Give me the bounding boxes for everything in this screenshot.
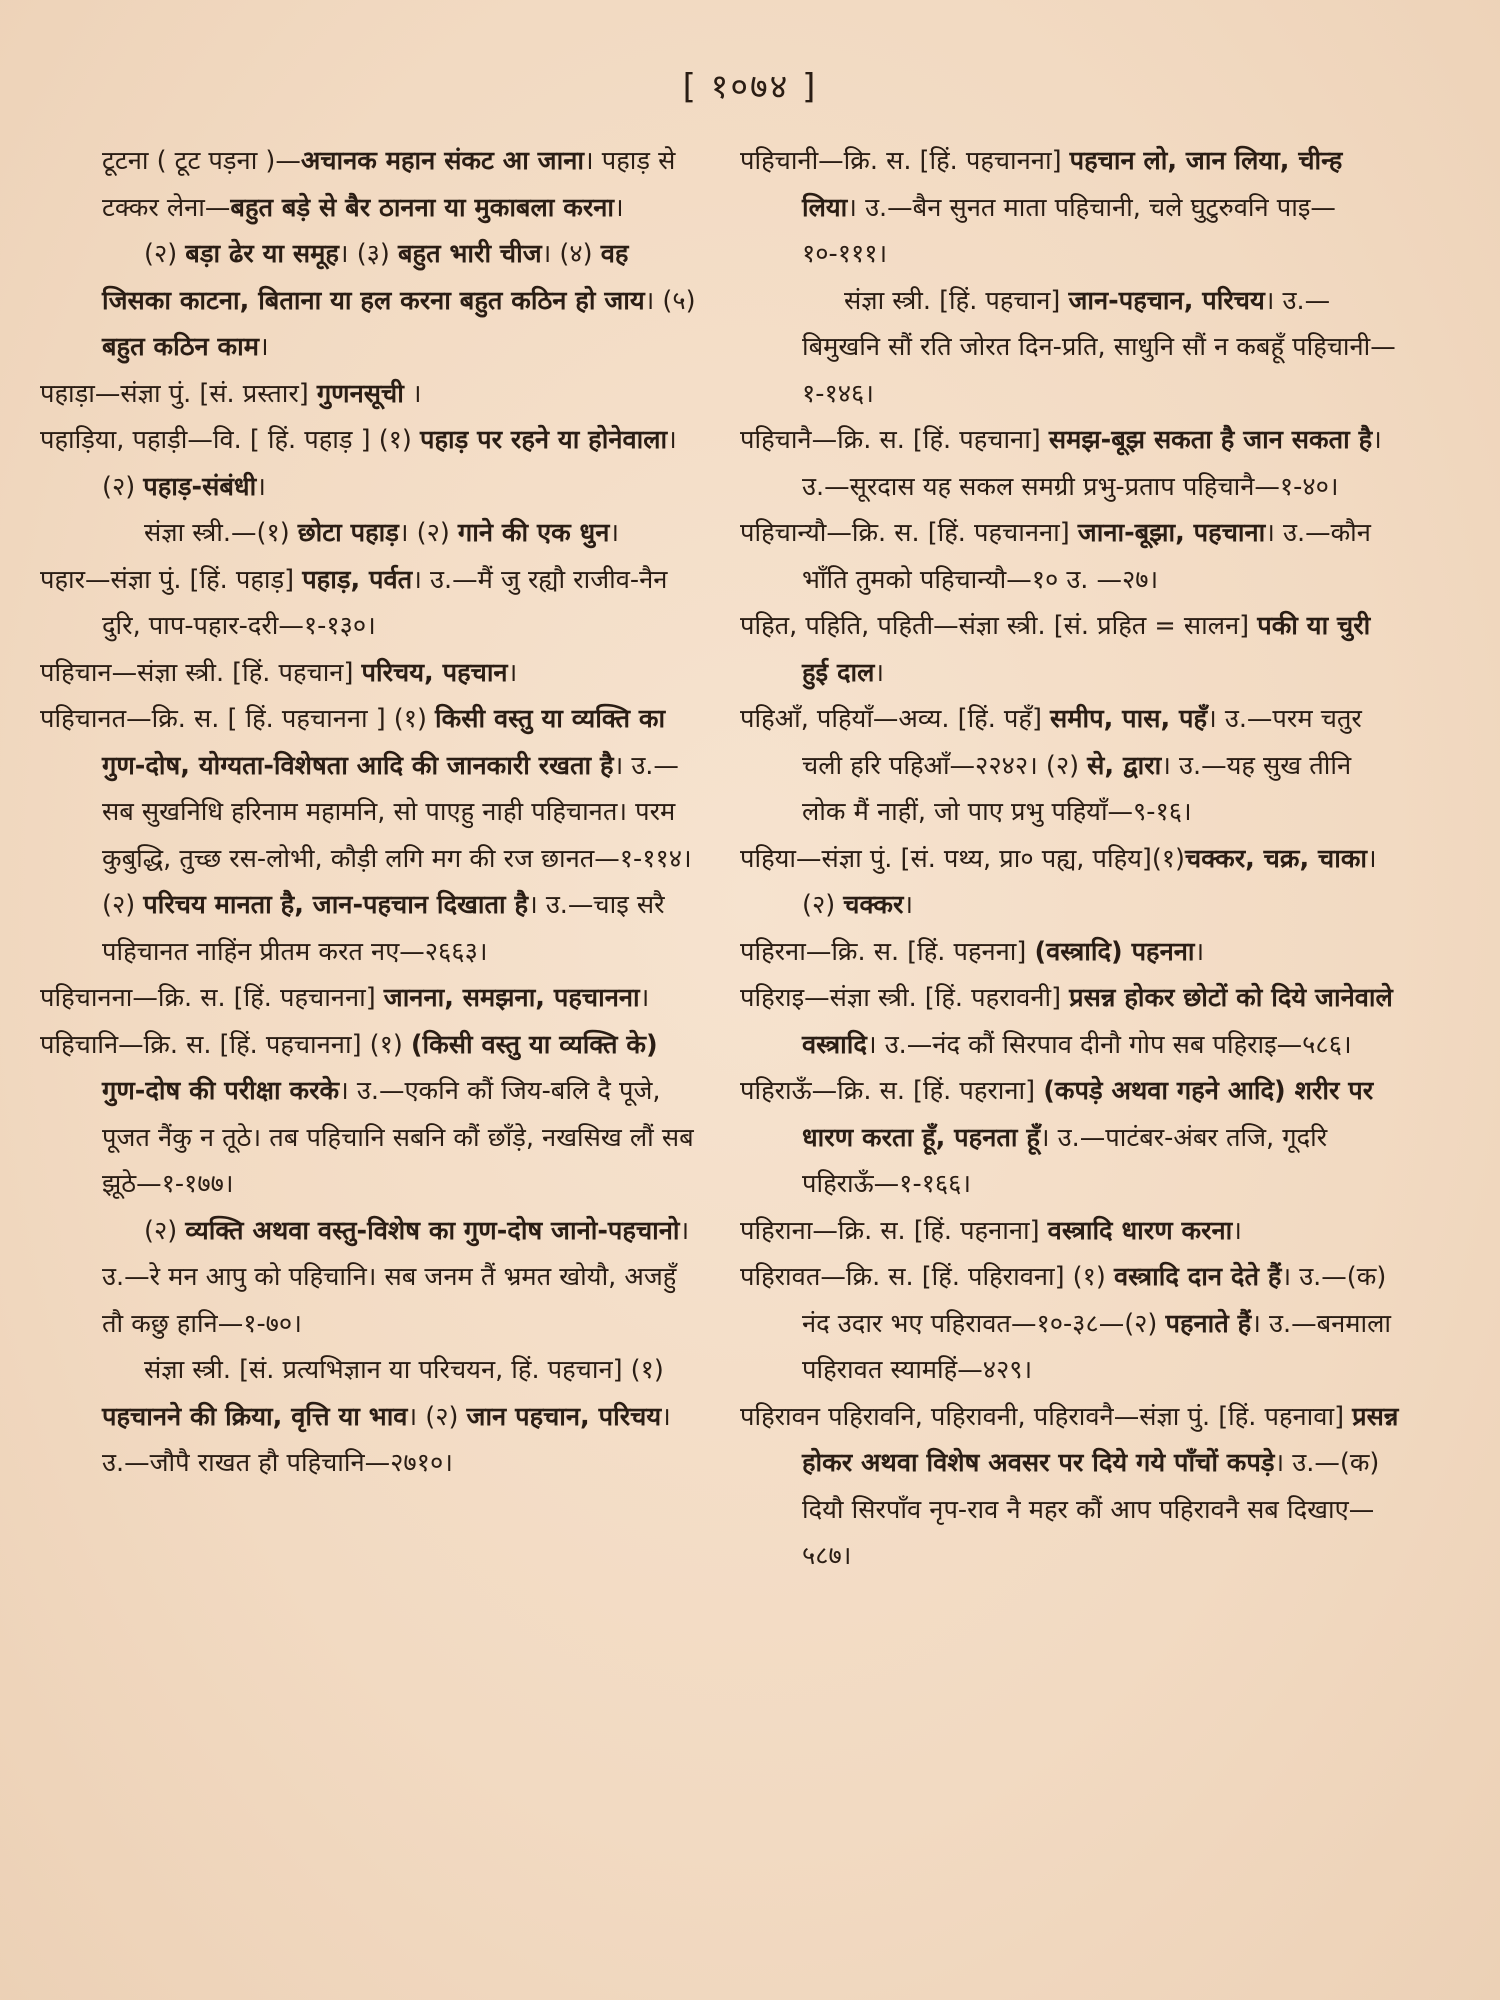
definition-text: बड़ा ढेर या समूह <box>185 239 339 269</box>
definition-text: बहुत बड़े से बैर ठानना या मुकाबला करना <box>230 192 615 223</box>
definition-text: जाना-बूझा, पहचाना <box>1077 518 1266 548</box>
dictionary-entry <box>40 696 700 975</box>
dictionary-entry <box>40 371 700 418</box>
entry-text: पहिचानत—क्रि. स. [ हिं. पहचानना ] (१) <box>40 704 436 734</box>
entry-continuation <box>40 138 700 231</box>
entry-text: संज्ञा स्त्री. [सं. प्रत्यभिज्ञान या परिचयन, हिं. पहचान] (१) <box>144 1355 664 1385</box>
definition-text: (कपड़े अथवा गहने आदि) शरीर पर धारण करता हूँ, पहनता हूँ <box>802 1076 1374 1153</box>
definition-text: अचानक महान संकट आ जाना <box>300 146 584 176</box>
entry-text: पहाड़ा—संज्ञा पुं. [सं. प्रस्तार] <box>40 378 317 409</box>
dictionary-entry <box>40 650 700 697</box>
entry-text: । उ.—परम चतुर चली हरि पहिआँ—२२४२। (२) <box>802 704 1362 781</box>
definition-text: परिचय, पहचान <box>361 657 508 688</box>
entry-text: । <box>609 518 620 548</box>
dictionary-entry <box>740 1208 1400 1255</box>
entry-text: । <box>614 192 624 223</box>
entry-text: पहार—संज्ञा पुं. [हिं. पहाड़] <box>40 564 303 595</box>
entry-text: । <box>1232 1215 1242 1246</box>
entry-text: । (२) <box>407 1401 467 1432</box>
definition-text: पहनाते हैं <box>1165 1308 1252 1339</box>
entry-text: । उ.—यह सुख तीनि लोक मैं नाहीं, जो पाए प्रभु पहियाँ—९-१६। <box>802 750 1352 827</box>
entry-text: पहिराऊँ—क्रि. स. [हिं. पहराना] <box>740 1076 1044 1106</box>
entry-text: पहिचान्यौ—क्रि. स. [हिं. पहचानना] <box>740 518 1078 548</box>
entry-text: पहित, पहिति, पहिती—संज्ञा स्त्री. [सं. प्रहित = सालन] <box>740 611 1258 641</box>
definition-text: गुणनसूची <box>316 378 404 409</box>
definition-text: जान पहचान, परिचय <box>466 1401 662 1432</box>
entry-text: । (२) <box>398 518 458 548</box>
dictionary-entry <box>740 1068 1400 1208</box>
definition-text: चक्कर, चक्र, चाका <box>1185 843 1368 874</box>
entry-text: पहिरावन पहिरावनि, पहिरावनी, पहिरावनै—संज्ञा पुं. [हिं. पहनावा] <box>740 1401 1353 1432</box>
entry-text: । (३) <box>338 239 398 269</box>
definition-text: छोटा पहाड़ <box>297 518 399 548</box>
dictionary-entry <box>740 1254 1400 1394</box>
entry-text: । उ.—सब सुखनिधि हरिनाम महामनि, सो पाएहु नाही पहिचानत। परम कुबुद्धि, तुच्छ रस-लोभी, कौड़ी लगि मग की रज छानत—१-११४। (२) <box>102 750 692 920</box>
entry-text: पहिया—संज्ञा पुं. [सं. पथ्य, प्रा० पह्य, पहिय](१) <box>740 843 1186 874</box>
definition-text: (वस्त्रादि) पहनना <box>1034 936 1195 967</box>
definition-text: पहचानने की क्रिया, वृत्ति या भाव <box>102 1401 408 1432</box>
definition-text: परिचय मानता है, जान-पहचान दिखाता है <box>143 890 529 920</box>
dictionary-entry <box>740 510 1400 603</box>
entry-text: । <box>256 471 266 502</box>
entry-text: । (४) <box>541 239 601 269</box>
entry-text: । <box>874 657 885 688</box>
entry-text: । उ.—(क) दियौ सिरपाँव नृप-राव नै महर कौं आप पहिरावनै सब दिखाए—५८७। <box>802 1448 1380 1571</box>
entry-text: पहिचानी—क्रि. स. [हिं. पहचानना] <box>740 146 1070 176</box>
definition-text: बहुत कठिन काम <box>102 332 259 362</box>
entry-text: पहिरना—क्रि. स. [हिं. पहनना] <box>740 936 1035 967</box>
left-column <box>40 138 700 1487</box>
sub-sense <box>40 231 700 371</box>
entry-text: । उ.—जौपै राखत हौ पहिचानि—२७१०। <box>102 1401 671 1478</box>
entry-text: पहिचानि—क्रि. स. [हिं. पहचानना] (१) <box>40 1029 411 1060</box>
definition-text: गाने की एक धुन <box>457 518 610 548</box>
entry-text: पहिरावत—क्रि. स. [हिं. पहिरावना] (१) <box>740 1262 1114 1292</box>
entry-text: । उ.—रे मन आपु को पहिचानि। सब जनम तैं भ्रमत खोयौ, अजहुँ तौ कछु हानि—१-७०। <box>102 1215 690 1339</box>
entry-text: । उ.—बनमाला पहिरावत स्यामहिं—४२९। <box>802 1308 1392 1385</box>
entry-text: (२) <box>144 239 186 269</box>
entry-text: । उ.—(क) नंद उदार भए पहिरावत—१०-३८—(२) <box>802 1262 1387 1339</box>
entry-text: । उ.—बैन सुनत माता पहिचानी, चले घुटुरुवनि पाइ—१०-१११। <box>802 192 1336 269</box>
entry-text: । उ.—कौन भाँति तुमको पहिचान्यौ—१० उ. —२७। <box>802 518 1371 595</box>
entry-text: । उ.—नंद कौं सिरपाव दीनौ गोप सब पहिराइ—५८६। <box>866 1029 1352 1060</box>
entry-text: । (२) <box>802 843 1377 920</box>
entry-text: । <box>259 332 269 362</box>
sub-sense <box>740 278 1400 418</box>
entry-text: पहिराना—क्रि. स. [हिं. पहनाना] <box>740 1215 1048 1246</box>
right-column <box>740 138 1400 1580</box>
definition-text: प्रसन्न होकर अथवा विशेष अवसर पर दिये गये पाँचों कपड़े <box>802 1401 1399 1478</box>
definition-text: जान-पहचान, परिचय <box>1068 285 1265 316</box>
dictionary-entry <box>740 417 1400 510</box>
definition-text: चक्कर <box>843 890 904 920</box>
definition-text: जानना, समझना, पहचानना <box>383 983 640 1013</box>
entry-text: पहाड़िया, पहाड़ी—वि. [ हिं. पहाड़ ] (१) <box>40 425 420 455</box>
entry-text: । <box>403 378 422 409</box>
sub-sense <box>40 1347 700 1487</box>
definition-text: प्रसन्न होकर छोटों को दिये जानेवाले वस्त्रादि <box>802 983 1393 1060</box>
definition-text: पहाड़ पर रहने या होनेवाला <box>419 425 668 455</box>
definition-text: पहचान लो, जान लिया, चीन्ह लिया <box>802 146 1343 223</box>
definition-text: समझ-बूझ सकता है जान सकता है <box>1048 425 1373 455</box>
dictionary-entry <box>740 696 1400 836</box>
entry-text: । <box>639 983 650 1013</box>
entry-text: पहिआँ, पहियाँ—अव्य. [हिं. पहँ] <box>740 704 1051 734</box>
entry-text: पहिचानै—क्रि. स. [हिं. पहचाना] <box>740 425 1049 455</box>
dictionary-entry <box>740 138 1400 278</box>
entry-text: पहिचान—संज्ञा स्त्री. [हिं. पहचान] <box>40 657 362 688</box>
entry-text: संज्ञा स्त्री.—(१) <box>144 518 298 548</box>
dictionary-entry <box>40 1022 700 1208</box>
definition-text: से, द्वारा <box>1087 750 1162 781</box>
dictionary-entry <box>740 603 1400 696</box>
definition-text: वह जिसका काटना, बिताना या हल करना बहुत कठिन हो जाय <box>102 239 645 316</box>
entry-text: । उ.—बिमुखनि सौं रति जोरत दिन-प्रति, साधुनि सौं न कबहूँ पहिचानी—१-१४६। <box>802 285 1396 409</box>
sub-sense <box>40 510 700 557</box>
page-number: [ १०७४ ] <box>682 67 818 107</box>
entry-text: । <box>903 890 914 920</box>
definition-text: समीप, पास, पहँ <box>1050 704 1208 734</box>
entry-text: । उ.—पाटंबर-अंबर तजि, गूदरि पहिराऊँ—१-१६६। <box>802 1122 1328 1199</box>
definition-text: बहुत भारी चीज <box>397 239 542 269</box>
definition-text: किसी वस्तु या व्यक्ति का गुण-दोष, योग्यता-विशेषता आदि की जानकारी रखता है <box>102 704 666 781</box>
dictionary-entry <box>740 1394 1400 1580</box>
definition-text: वस्त्रादि दान देते हैं <box>1113 1262 1282 1292</box>
entry-text: । <box>507 657 518 688</box>
dictionary-entry <box>40 417 700 510</box>
entry-text: । उ.—सूरदास यह सकल समग्री प्रभु-प्रताप पहिचानै—१-४०। <box>802 425 1382 502</box>
entry-text: संज्ञा स्त्री. [हिं. पहचान] <box>844 285 1069 316</box>
definition-text: पकी या चुरी हुई दाल <box>802 611 1371 688</box>
entry-text: । उ.—मैं जु रह्यौ राजीव-नैन दुरि, पाप-पहार-दरी—१-१३०। <box>102 564 668 641</box>
dictionary-entry <box>740 929 1400 976</box>
entry-text: । उ.—एकनि कौं जिय-बलि दै पूजे, पूजत नैंकु न तूठे। तब पहिचानि सबनि कौं छाँड़े, नखसिख लौं सब झूठे—१-१७७। <box>102 1076 694 1199</box>
entry-text: । (२) <box>102 425 677 502</box>
entry-text: पहिराइ—संज्ञा स्त्री. [हिं. पहरावनी] <box>740 983 1070 1013</box>
definition-text: पहाड़-संबंधी <box>143 471 257 502</box>
dictionary-entry <box>740 975 1400 1068</box>
dictionary-entry <box>740 836 1400 929</box>
definition-text: पहाड़, पर्वत <box>302 564 413 595</box>
entry-text: टूटना ( टूट पड़ना )— <box>102 146 301 176</box>
entry-text: । (५) <box>644 285 696 316</box>
dictionary-entry <box>40 975 700 1022</box>
entry-text: । <box>1194 936 1205 967</box>
definition-text: व्यक्ति अथवा वस्तु-विशेष का गुण-दोष जानो-पहचानो <box>185 1215 680 1246</box>
entry-text: (२) <box>144 1215 186 1246</box>
entry-text: । उ.—चाइ सरै पहिचानत नाहिंन प्रीतम करत नए—२६६३। <box>102 890 665 967</box>
definition-text: (किसी वस्तु या व्यक्ति के) गुण-दोष की परीक्षा करके <box>102 1029 658 1106</box>
entry-text: । पहाड़ से टक्कर लेना— <box>102 146 676 223</box>
definition-text: वस्त्रादि धारण करना <box>1047 1215 1233 1246</box>
entry-text: पहिचानना—क्रि. स. [हिं. पहचानना] <box>40 983 384 1013</box>
dictionary-entry <box>40 557 700 650</box>
sub-sense <box>40 1208 700 1348</box>
